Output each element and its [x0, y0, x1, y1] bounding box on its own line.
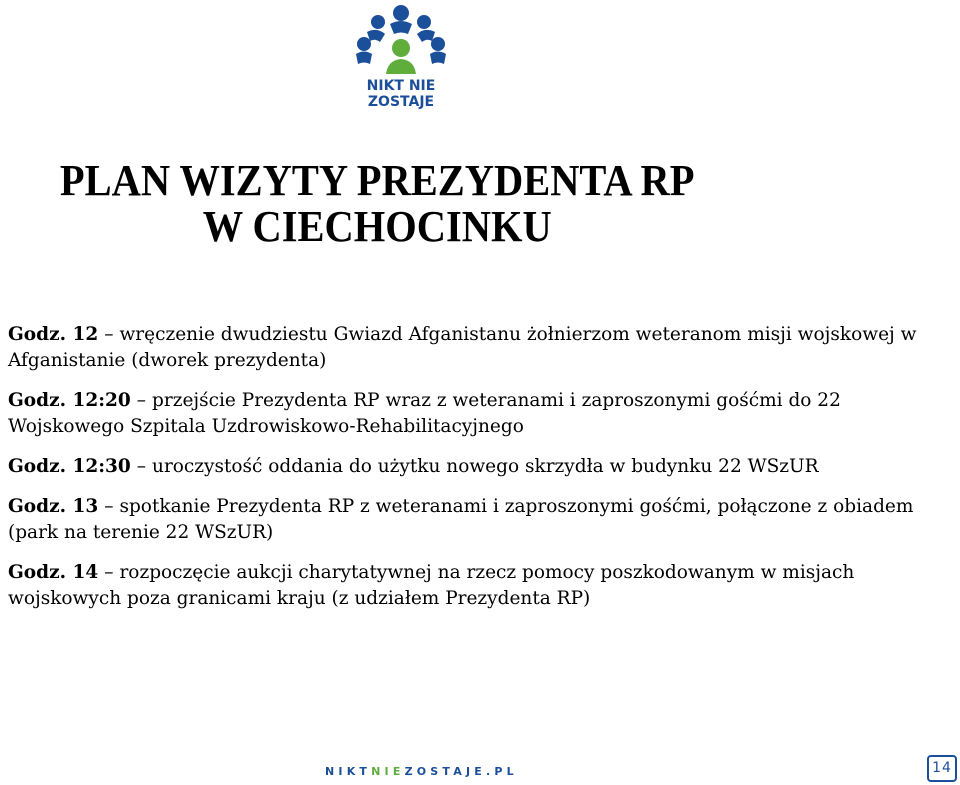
footer-site-word-nikt: NIKT	[325, 765, 372, 778]
agenda-dash: –	[104, 324, 114, 345]
footer-website-link[interactable]	[325, 765, 518, 778]
agenda-text: uroczystość oddania do użytku nowego skrzydła w budynku 22 WSzUR	[152, 456, 819, 477]
agenda-time: Godz. 12:20	[8, 390, 131, 411]
page-number-badge: 14	[927, 755, 957, 782]
footer-site-word-nie: NIE	[371, 765, 405, 778]
logo-word-nie: NIE	[408, 78, 436, 94]
nikt-nie-zostaje-logo	[350, 4, 452, 116]
agenda-item	[8, 454, 953, 480]
agenda-dash: –	[136, 456, 147, 477]
agenda-dash: –	[136, 390, 147, 411]
logo-wordmark-line1	[350, 79, 452, 93]
agenda-dash: –	[104, 562, 114, 583]
logo-wordmark-line2: ZOSTAJE	[367, 94, 435, 110]
page-title	[0, 158, 754, 250]
title-line-1: PLAN WIZYTY PREZYDENTA RP	[59, 156, 695, 205]
agenda-time: Godz. 12:30	[8, 456, 131, 477]
logo-word-nikt: NIKT	[366, 78, 404, 94]
agenda-text: przejście Prezydenta RP wraz z weteranami i zaproszonymi gośćmi do 22 Wojskowego Szpitala Uzdrowiskowo-Rehabilitacyjnego	[8, 390, 841, 437]
agenda-item	[8, 560, 953, 612]
footer-site-word-zostaje: ZOSTAJE.PL	[404, 765, 518, 778]
agenda-time: Godz. 14	[8, 562, 99, 583]
agenda-text: rozpoczęcie aukcji charytatywnej na rzecz pomocy poszkodowanym w misjach wojskowych poza granicami kraju (z udziałem Prezydenta RP)	[8, 562, 855, 609]
visit-agenda-list	[8, 322, 953, 626]
agenda-text: spotkanie Prezydenta RP z weteranami i zaproszonymi gośćmi, połączone z obiadem (park na terenie 22 WSzUR)	[8, 496, 914, 543]
agenda-text: wręczenie dwudziestu Gwiazd Afganistanu żołnierzom weteranom misji wojskowej w Afganistanie (dworek prezydenta)	[8, 324, 917, 371]
agenda-item	[8, 494, 953, 546]
people-circle-icon	[350, 4, 452, 76]
agenda-time: Godz. 13	[8, 496, 99, 517]
agenda-item	[8, 322, 953, 374]
agenda-item	[8, 388, 953, 440]
agenda-dash: –	[104, 496, 114, 517]
title-line-2: W CIECHOCINKU	[202, 202, 552, 251]
agenda-time: Godz. 12	[8, 324, 99, 345]
